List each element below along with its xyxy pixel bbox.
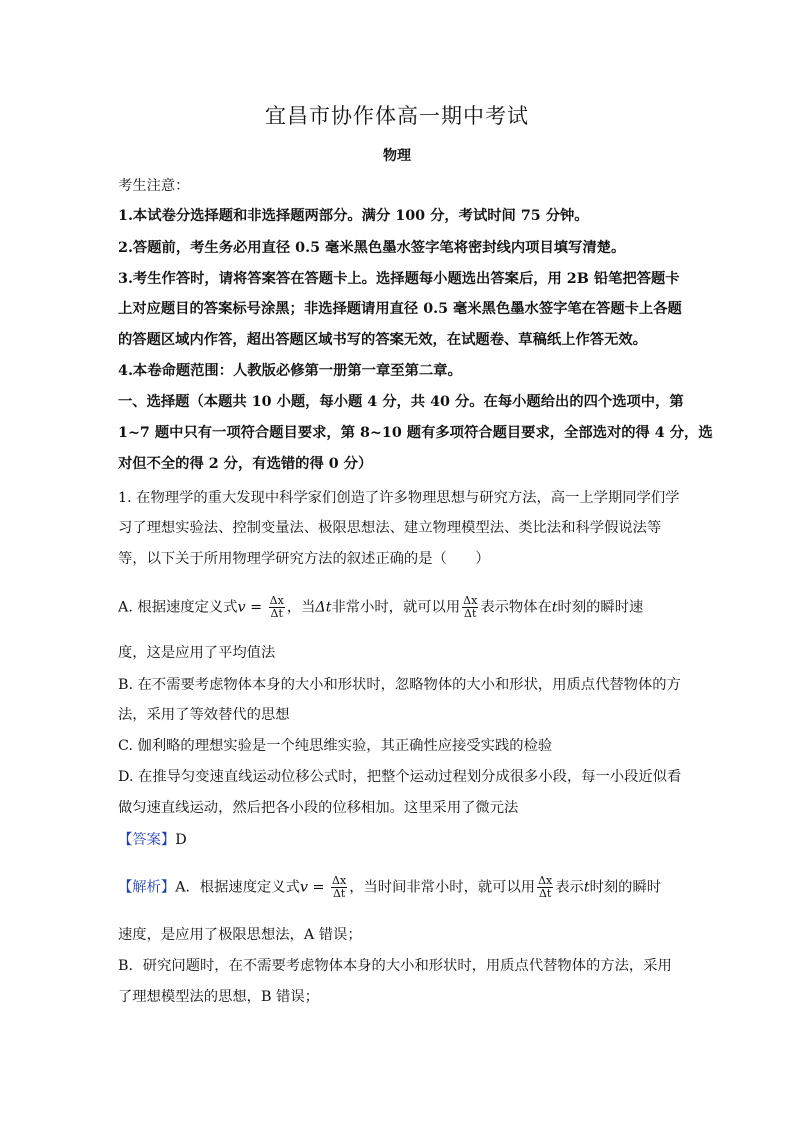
- fraction-dx-dt: [331, 875, 347, 900]
- symbol-delta-t: Δt: [315, 599, 332, 616]
- option-d-line-1: D. 在推导匀变速直线运动位移公式时，把整个运动过程划分成很多小段，每一小段近似看: [118, 769, 682, 785]
- analysis-a-line-1: [118, 875, 661, 900]
- option-a-text-3: 非常小时，就可以用: [331, 599, 461, 616]
- analysis-tag: 【解析】: [118, 879, 176, 896]
- analysis-b-line-2: 了理想模型法的思想，B 错误；: [118, 989, 319, 1005]
- fraction-numerator: Δx: [332, 874, 347, 887]
- notice-item-3-line-3: 的答题区域内作答，超出答题区域书写的答案无效，在试题卷、草稿纸上作答无效。: [118, 332, 647, 348]
- option-a-line-2: 度，这是应用了平均值法: [118, 645, 276, 661]
- symbol-t: t: [551, 599, 558, 616]
- analysis-a-text-2: ，当时间非常小时，就可以用: [349, 879, 536, 896]
- symbol-v: v: [299, 879, 308, 896]
- fraction-denominator: Δt: [464, 607, 477, 620]
- exam-title: 宜昌市协作体高一期中考试: [265, 104, 529, 128]
- fraction-denominator: Δt: [332, 887, 346, 900]
- fraction-numerator: Δx: [538, 874, 553, 887]
- section-heading-line-1: 一、选择题（本题共 10 小题，每小题 4 分，共 40 分。在每小题给出的四个选项中，第: [118, 394, 684, 410]
- notice-item-2: 2.答题前，考生务必用直径 0.5 毫米黑色墨水签字笔将密封线内项目填写清楚。: [118, 240, 626, 256]
- option-b-line-2: 法，采用了等效替代的思想: [118, 707, 290, 723]
- notice-item-3-line-2: 上对应题目的答案标号涂黑；非选择题请用直径 0.5 毫米黑色墨水签字笔在答题卡上各题: [118, 301, 682, 317]
- fraction-dx-dt: [537, 875, 553, 900]
- analysis-a-line-2: 速度，是应用了极限思想法，A 错误；: [118, 927, 362, 943]
- answer-tag: 【答案】: [118, 832, 176, 848]
- section-heading-line-2: 1~7 题中只有一项符合题目要求，第 8~10 题有多项符合题目要求，全部选对的得 4 分，选: [118, 425, 713, 441]
- analysis-a-text-1: A．根据速度定义式: [175, 879, 300, 896]
- option-d-line-2: 做匀速直线运动，然后把各小段的位移相加。这里采用了微元法: [118, 800, 519, 816]
- fraction-numerator: Δx: [463, 594, 478, 607]
- section-heading-line-3: 对但不全的得 2 分，有选错的得 0 分）: [118, 456, 373, 472]
- symbol-v: v: [237, 599, 246, 616]
- answer-line: [118, 830, 187, 850]
- question-1-stem-line-1: 1. 在物理学的重大发现中科学家们创造了许多物理思想与研究方法，高一上学期同学们学: [118, 490, 680, 506]
- option-a-text-5: 时刻的瞬时速: [557, 599, 644, 616]
- answer-value: D: [175, 832, 187, 848]
- option-a-text-1: A. 根据速度定义式: [118, 599, 238, 616]
- equals-sign: =: [307, 879, 330, 896]
- option-a-text-2: ，当: [286, 599, 316, 616]
- fraction-dx-dt: [269, 595, 285, 620]
- notice-heading: 考生注意：: [118, 178, 190, 194]
- fraction-dx-dt: [462, 595, 478, 620]
- option-b-line-1: B. 在不需要考虑物体本身的大小和形状时，忽略物体的大小和形状，用质点代替物体的方: [118, 677, 681, 693]
- question-1-stem-line-2: 习了理想实验法、控制变量法、极限思想法、建立物理模型法、类比法和科学假说法等: [118, 520, 662, 536]
- notice-item-3-line-1: 3.考生作答时，请将答案答在答题卡上。选择题每小题选出答案后，用 2B 铅笔把答题卡: [118, 271, 680, 287]
- analysis-a-text-3: 表示: [555, 879, 584, 896]
- question-1-stem-line-3: 等，以下关于所用物理学研究方法的叙述正确的是（ ）: [118, 551, 490, 567]
- symbol-t: t: [583, 879, 590, 896]
- notice-item-1: 1.本试卷分选择题和非选择题两部分。满分 100 分，考试时间 75 分钟。: [118, 208, 589, 224]
- fraction-numerator: Δx: [269, 594, 284, 607]
- option-c: C. 伽利略的理想实验是一个纯思维实验，其正确性应接受实践的检验: [118, 738, 553, 754]
- fraction-denominator: Δt: [270, 607, 283, 620]
- subject-label: 物理: [383, 148, 411, 164]
- fraction-denominator: Δt: [538, 887, 552, 900]
- analysis-b-line-1: B．研究问题时，在不需要考虑物体本身的大小和形状时，用质点代替物体的方法，采用: [118, 958, 672, 974]
- option-a-text-4: 表示物体在: [480, 599, 552, 616]
- notice-item-4: 4.本卷命题范围：人教版必修第一册第一章至第二章。: [118, 363, 462, 379]
- equals-sign: =: [245, 599, 267, 616]
- analysis-a-text-4: 时刻的瞬时: [589, 879, 662, 896]
- option-a-line-1: [118, 595, 643, 620]
